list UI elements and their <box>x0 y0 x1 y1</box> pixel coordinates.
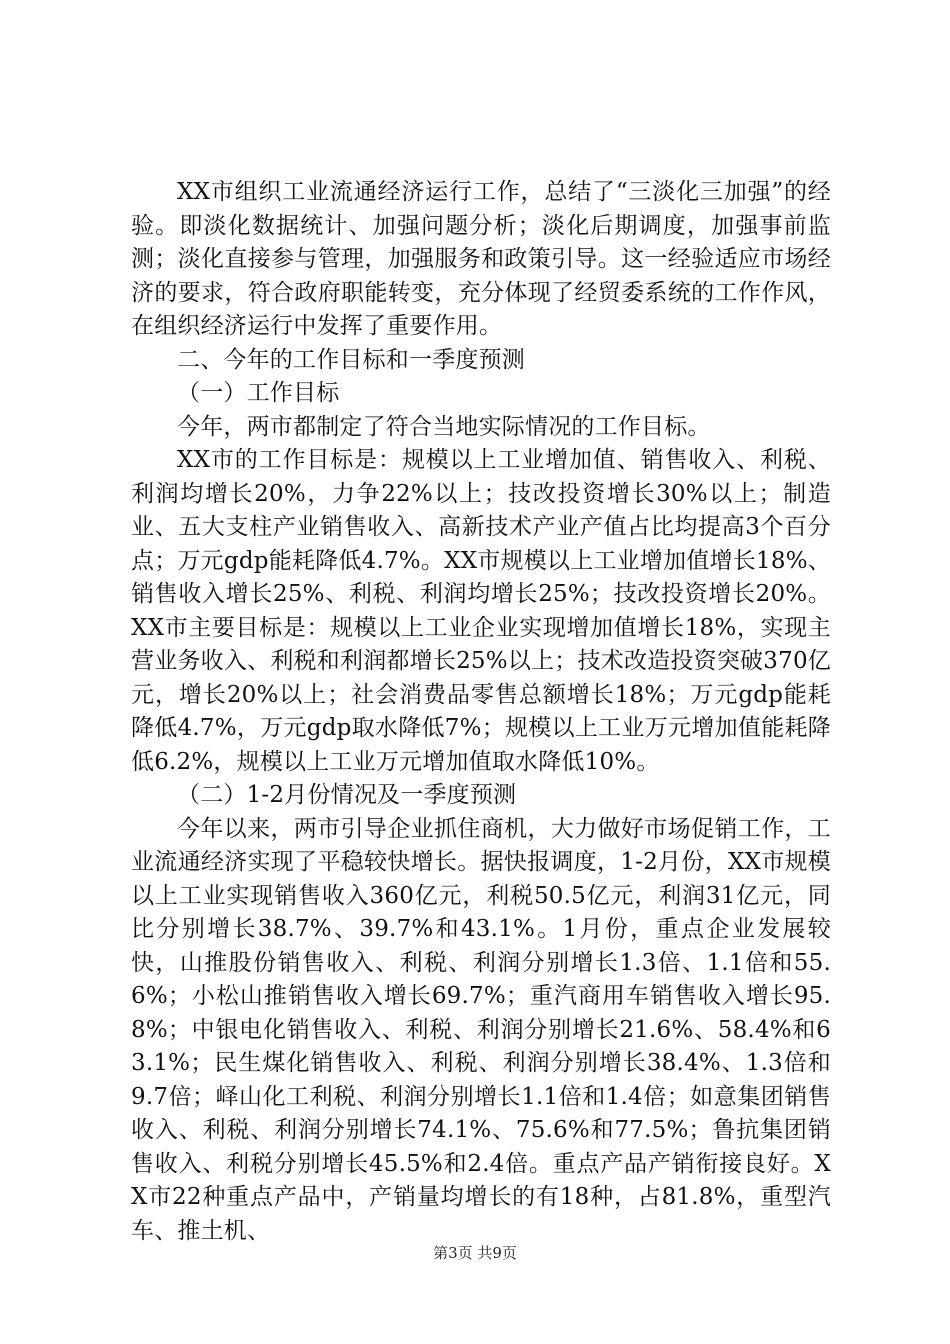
paragraph-summary: XX市组织工业流通经济运行工作，总结了“三淡化三加强”的经验。即淡化数据统计、加强问题分析；淡化后期调度，加强事前监测；淡化直接参与管理，加强服务和政策引导。这一经验适应市场经济的要求，符合政府职能转变，充分体现了经贸委系统的工作作风，在组织经济运行中发挥了重要作用。 <box>131 179 831 339</box>
subsection-heading-forecast: （二）1-2月份情况及一季度预测 <box>177 782 517 808</box>
paragraph-targets: XX市的工作目标是：规模以上工业增加值、销售收入、利税、利润均增长20%，力争22%以上；技改投资增长30%以上；制造业、五大支柱产业销售收入、高新技术产业产值占比均提高3个百分点；万元gdp能耗降低4.7%。XX市规模以上工业增加值增长18%、销售收入增长25%、利税、利润均增长25%；技改投资增长20%。XX市主要目标是：规模以上工业企业实现增加值增长18%，实现主营业务收入、利税和利润都增长25%以上；技术改造投资突破370亿元，增长20%以上；社会消费品零售总额增长18%；万元gdp能耗降低4.7%，万元gdp取水降低7%；规模以上工业万元增加值能耗降低6.2%，规模以上工业万元增加值取水降低10%。 <box>131 447 831 775</box>
document-body <box>131 176 831 1248</box>
subsection-heading-targets: （一）工作目标 <box>177 380 340 406</box>
paragraph-forecast: 今年以来，两市引导企业抓住商机，大力做好市场促销工作，工业流通经济实现了平稳较快增长。据快报调度，1-2月份，XX市规模以上工业实现销售收入360亿元，利税50.5亿元，利润31亿元，同比分别增长38.7%、39.7%和43.1%。1月份，重点企业发展较快，山推股份销售收入、利税、利润分别增长1.3倍、1.1倍和55.6%；小松山推销售收入增长69.7%；重汽商用车销售收入增长95.8%；中银电化销售收入、利税、利润分别增长21.6%、58.4%和63.1%；民生煤化销售收入、利税、利润分别增长38.4%、1.3倍和9.7倍；峄山化工利税、利润分别增长1.1倍和1.4倍；如意集团销售收入、利税、利润分别增长74.1%、75.6%和77.5%；鲁抗集团销售收入、利税分别增长45.5%和2.4倍。重点产品产销衔接良好。XX市22种重点产品中，产销量均增长的有18种，占81.8%，重型汽车、推土机、 <box>131 815 831 1244</box>
page-footer: 第3页 共9页 <box>433 1244 517 1262</box>
section-heading-goals: 二、今年的工作目标和一季度预测 <box>177 346 525 373</box>
paragraph-intro: 今年，两市都制定了符合当地实际情况的工作目标。 <box>177 413 711 440</box>
